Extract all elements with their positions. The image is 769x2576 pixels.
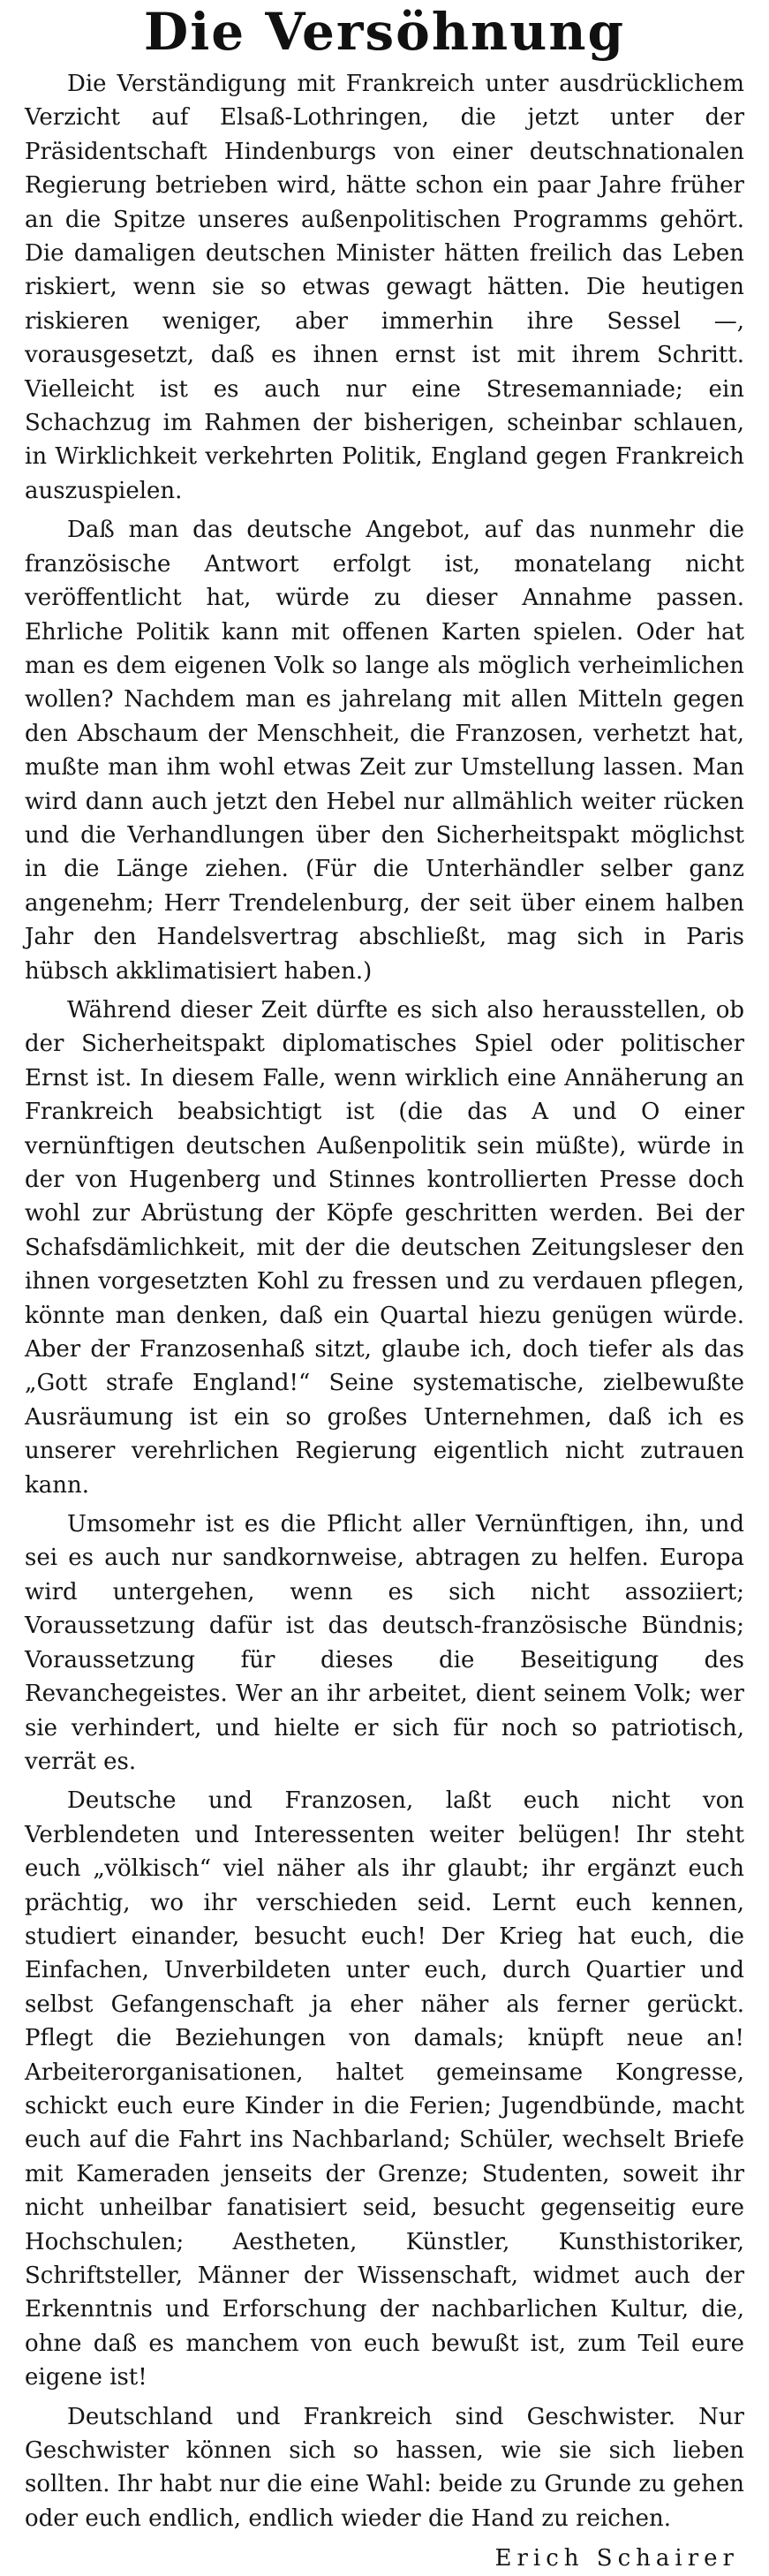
newspaper-clipping [25, 0, 744, 2572]
author-signature: Erich Schairer [494, 2545, 739, 2572]
article-body [25, 67, 744, 2535]
article-paragraph-4: Umsomehr ist es die Pflicht aller Vernünftigen, ihn, und sei es auch nur sandkornweise, abtragen zu helfen. Europa wird untergehen, wenn es sich nicht assoziiert; Voraussetzung dafür ist das deutsch-französische Bündnis; Voraussetzung für dieses die Beseitigung des Revanchegeistes. Wer an ihr arbeitet, dient seinem Volk; wer sie verhindert, und hielte er sich für noch so patriotisch, verrät es. [25, 1511, 744, 1775]
article-paragraph-6: Deutschland und Frankreich sind Geschwister. Nur Geschwister können sich so hassen, wie sie sich lieben sollten. Ihr habt nur die eine Wahl: beide zu Grunde zu gehen oder euch endlich, endlich wieder die Hand zu reichen. [25, 2403, 744, 2532]
article-paragraph-3: Während dieser Zeit dürfte es sich also herausstellen, ob der Sicherheitspakt diplomatisches Spiel oder politischer Ernst ist. In diesem Falle, wenn wirklich eine Annäherung an Frankreich beabsichtigt ist (die das A und O einer vernünftigen deutschen Außenpolitik sein müßte), würde in der von Hugenberg und Stinnes kontrollierten Presse doch wohl zur Abrüstung der Köpfe geschritten werden. Bei der Schafsdämlichkeit, mit der die deutschen Zeitungsleser den ihnen vorgesetzten Kohl zu fressen und zu verdauen pflegen, könnte man denken, daß ein Quartal hiezu genügen würde. Aber der Franzosenhaß sitzt, glaube ich, doch tiefer als das „Gott strafe England!“ Seine systematische, zielbewußte Ausräumung ist ein so großes Unternehmen, daß ich es unserer verehrlichen Regierung eigentlich nicht zutrauen kann. [25, 996, 744, 1499]
article-paragraph-5: Deutsche und Franzosen, laßt euch nicht von Verblendeten und Interessenten weiter belügen! Ihr steht euch „völkisch“ viel näher als ihr glaubt; ihr ergänzt euch prächtig, wo ihr verschieden seid. Lernt euch kennen, studiert einander, besucht euch! Der Krieg hat euch, die Einfachen, Unverbildeten unter euch, durch Quartier und selbst Gefangenschaft ja eher näher als ferner gerückt. Pflegt die Beziehungen von damals; knüpft neue an! Arbeiterorganisationen, haltet gemeinsame Kongresse, schickt euch eure Kinder in die Ferien; Jugendbünde, macht euch auf die Fahrt ins Nachbarland; Schüler, wechselt Briefe mit Kameraden jenseits der Grenze; Studenten, soweit ihr nicht unheilbar fanatisiert seid, besucht gegenseitig eure Hochschulen; Aestheten, Künstler, Kunsthistoriker, Schriftsteller, Männer der Wissenschaft, widmet auch der Erkenntnis und Erforschung der nachbarlichen Kultur, die, ohne daß es manchem von euch bewußt ist, zum Teil eure eigene ist! [25, 1787, 744, 2391]
article-title: Die Versöhnung [143, 2, 626, 62]
article-paragraph-1: Die Verständigung mit Frankreich unter ausdrücklichem Verzicht auf Elsaß-Lothringen, die jetzt unter der Präsidentschaft Hindenburgs von einer deutschnationalen Regierung betrieben wird, hätte schon ein paar Jahre früher an die Spitze unseres außenpolitischen Programms gehört. Die damaligen deutschen Minister hätten freilich das Leben riskiert, wenn sie so etwas gewagt hätten. Die heutigen riskieren weniger, aber immerhin ihre Sessel —, vorausgesetzt, daß es ihnen ernst ist mit ihrem Schritt. Vielleicht ist es auch nur eine Stresemanniade; ein Schachzug im Rahmen der bisherigen, scheinbar schlauen, in Wirklichkeit verkehrten Politik, England gegen Frankreich auszuspielen. [25, 71, 744, 504]
article-paragraph-2: Daß man das deutsche Angebot, auf das nunmehr die französische Antwort erfolgt ist, monatelang nicht veröffentlicht hat, würde zu dieser Annahme passen. Ehrliche Politik kann mit offenen Karten spielen. Oder hat man es dem eigenen Volk so lange als möglich verheimlichen wollen? Nachdem man es jahrelang mit allen Mitteln gegen den Abschaum der Menschheit, die Franzosen, verhetzt hat, mußte man ihm wohl etwas Zeit zur Umstellung lassen. Man wird dann auch jetzt den Hebel nur allmählich weiter rücken und die Verhandlungen über den Sicherheitspakt möglichst in die Länge ziehen. (Für die Unterhändler selber ganz angenehm; Herr Trendelenburg, der seit über einem halben Jahr den Handelsvertrag abschließt, mag sich in Paris hübsch akklimatisiert haben.) [25, 517, 744, 985]
